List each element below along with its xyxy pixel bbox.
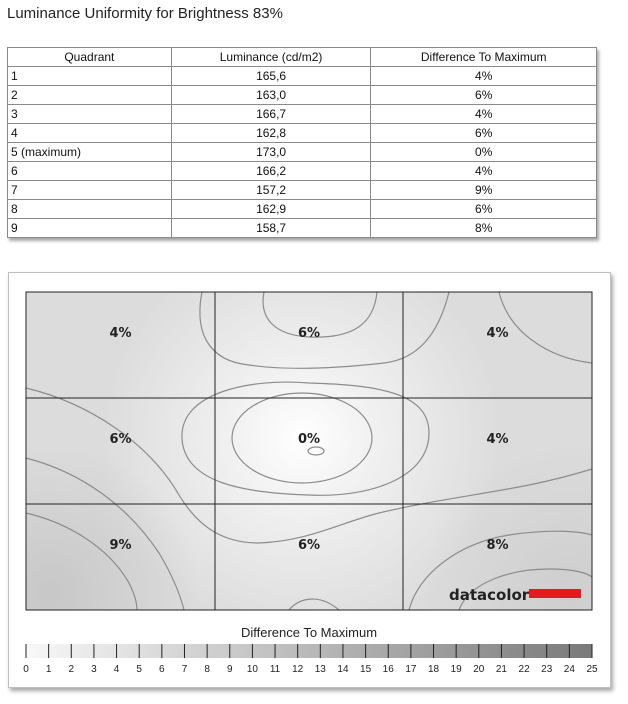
legend-tick-label: 11	[269, 664, 281, 675]
table-row	[8, 124, 597, 143]
luminance-cell: 157,2	[171, 181, 371, 200]
legend-tick-label: 7	[181, 664, 188, 675]
page-title: Luminance Uniformity for Brightness 83%	[7, 5, 283, 22]
luminance-cell: 166,7	[171, 105, 371, 124]
table-row	[8, 86, 597, 105]
legend-tick-label: 15	[360, 664, 372, 675]
quadrant-label: 4%	[486, 432, 509, 447]
table-row	[8, 219, 597, 238]
legend-tick-label: 2	[68, 664, 75, 675]
legend-tick-label: 18	[427, 664, 440, 675]
luminance-table	[7, 47, 597, 238]
legend-tick-label: 4	[113, 664, 120, 675]
difference-cell: 8%	[371, 219, 597, 238]
legend-tick-label: 10	[246, 664, 258, 675]
difference-cell: 4%	[371, 105, 597, 124]
difference-cell: 6%	[371, 124, 597, 143]
quadrant-cell: 1	[8, 67, 172, 86]
quadrant-cell: 3	[8, 105, 172, 124]
difference-cell: 6%	[371, 200, 597, 219]
luminance-cell: 163,0	[171, 86, 371, 105]
luminance-cell: 158,7	[171, 219, 371, 238]
quadrant-label: 8%	[486, 538, 509, 553]
luminance-cell: 166,2	[171, 162, 371, 181]
quadrant-label: 6%	[297, 326, 321, 341]
quadrant-label: 4%	[486, 326, 509, 341]
difference-cell: 4%	[371, 67, 597, 86]
quadrant-cell: 9	[8, 219, 172, 238]
table-header-row	[8, 48, 597, 67]
quadrant-label: 0%	[297, 432, 321, 447]
luminance-cell: 173,0	[171, 143, 371, 162]
quadrant-cell: 6	[8, 162, 172, 181]
quadrant-label: 6%	[109, 432, 132, 447]
header-quadrant: Quadrant	[8, 48, 172, 67]
difference-cell: 4%	[371, 162, 597, 181]
legend-tick-label: 17	[405, 664, 417, 675]
legend-tick-label: 3	[91, 664, 97, 675]
luminance-cell: 162,9	[171, 200, 371, 219]
luminance-cell: 165,6	[171, 67, 371, 86]
table-row	[8, 200, 597, 219]
legend-tick-label: 22	[518, 664, 530, 675]
legend-tick-label: 23	[541, 664, 553, 675]
legend-tick-label: 8	[204, 664, 210, 675]
legend-tick-label: 21	[495, 664, 508, 675]
quadrant-cell: 5 (maximum)	[8, 143, 172, 162]
legend-tick-label: 24	[563, 664, 575, 675]
difference-cell: 0%	[371, 143, 597, 162]
legend-gradient	[26, 644, 592, 658]
luminance-cell: 162,8	[171, 124, 371, 143]
legend-tick-label: 12	[292, 664, 304, 675]
luminance-table-container	[7, 47, 597, 238]
table-row	[8, 162, 597, 181]
legend-tick-label: 9	[226, 664, 233, 675]
uniformity-chart-panel	[8, 272, 611, 688]
legend-title: Difference To Maximum	[240, 625, 378, 640]
difference-cell: 6%	[371, 86, 597, 105]
quadrant-label: 4%	[109, 326, 132, 341]
brand-logo-bar	[529, 589, 581, 598]
legend-tick-label: 20	[473, 664, 485, 675]
quadrant-cell: 4	[8, 124, 172, 143]
uniformity-heatmap	[9, 273, 610, 687]
difference-cell: 9%	[371, 181, 597, 200]
legend-tick-label: 16	[382, 664, 394, 675]
brand-logo-text: datacolor	[449, 586, 530, 604]
legend-tick-label: 6	[159, 664, 165, 675]
quadrant-label: 6%	[297, 538, 321, 553]
quadrant-cell: 8	[8, 200, 172, 219]
legend-tick-label: 14	[337, 664, 349, 675]
table-row	[8, 143, 597, 162]
quadrant-label: 9%	[109, 538, 132, 553]
legend-tick-label: 0	[23, 664, 29, 675]
legend-tick-label: 25	[586, 664, 598, 675]
table-row	[8, 181, 597, 200]
legend-tick-label: 19	[450, 664, 462, 675]
legend-tick-label: 5	[136, 664, 142, 675]
table-row	[8, 67, 597, 86]
quadrant-cell: 7	[8, 181, 172, 200]
table-row	[8, 105, 597, 124]
legend-tick-label: 1	[45, 664, 52, 675]
header-luminance: Luminance (cd/m2)	[171, 48, 371, 67]
header-difference: Difference To Maximum	[371, 48, 597, 67]
quadrant-cell: 2	[8, 86, 172, 105]
legend-tick-label: 13	[314, 664, 326, 675]
